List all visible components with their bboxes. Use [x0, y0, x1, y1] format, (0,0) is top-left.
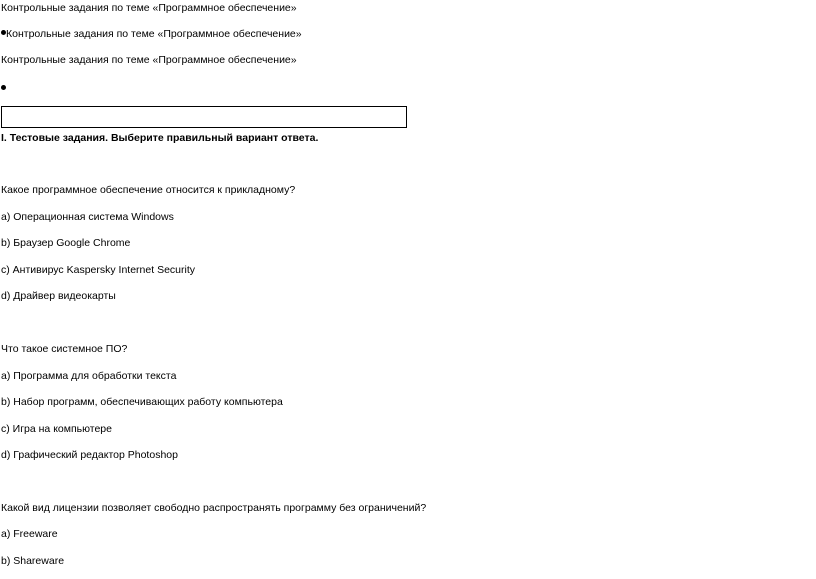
question-2-option-a: a) Программа для обработки текста [1, 370, 177, 382]
document-title-line-2: Контрольные задания по теме «Программное обеспечение» [6, 28, 302, 40]
question-1-option-a: a) Операционная система Windows [1, 211, 174, 223]
question-1-option-b: b) Браузер Google Chrome [1, 237, 131, 249]
question-3-option-a: a) Freeware [1, 528, 58, 540]
bullet-icon [1, 85, 6, 90]
question-1-option-c: c) Антивирус Kaspersky Internet Security [1, 264, 195, 276]
document-title-line-1: Контрольные задания по теме «Программное обеспечение» [1, 2, 297, 14]
empty-text-box [1, 106, 407, 128]
section-heading: I. Тестовые задания. Выберите правильный вариант ответа. [1, 132, 319, 144]
question-1-option-d: d) Драйвер видеокарты [1, 290, 116, 302]
question-2-option-b: b) Набор программ, обеспечивающих работу компьютера [1, 396, 283, 408]
question-3-text: Какой вид лицензии позволяет свободно распространять программу без ограничений? [1, 502, 427, 514]
question-1-text: Какое программное обеспечение относится к прикладному? [1, 184, 296, 196]
question-2-text: Что такое системное ПО? [1, 343, 128, 355]
question-3-option-b: b) Shareware [1, 555, 65, 567]
document-title-line-3: Контрольные задания по теме «Программное обеспечение» [1, 54, 297, 66]
question-2-option-c: c) Игра на компьютере [1, 423, 112, 435]
question-2-option-d: d) Графический редактор Photoshop [1, 449, 178, 461]
